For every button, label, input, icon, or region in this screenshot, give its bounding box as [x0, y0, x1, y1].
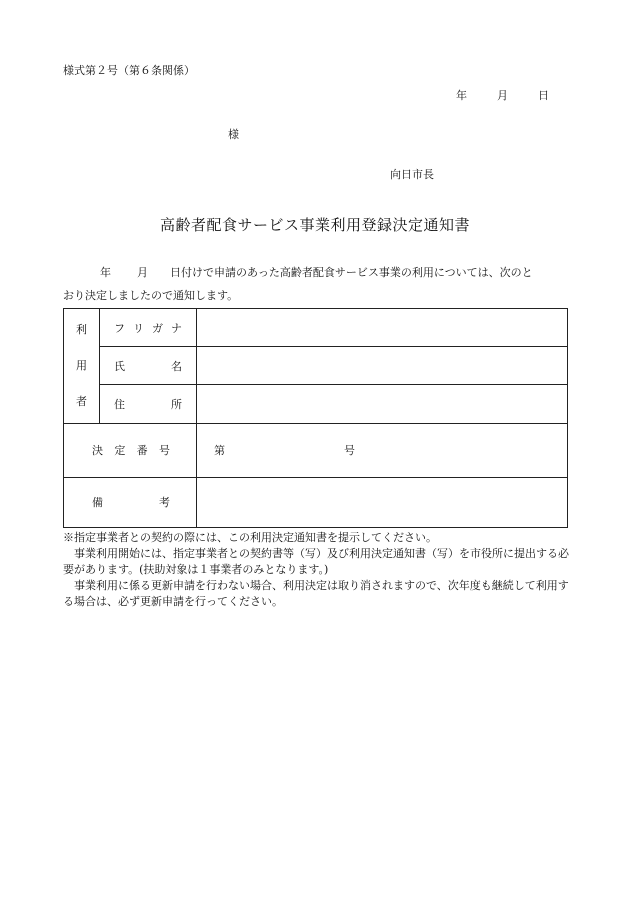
decision-number-field[interactable]: 第 号 [197, 423, 568, 477]
issue-date [456, 87, 549, 103]
note-documents: 事業利用開始には、指定事業者との契約書等（写）及び利用決定通知書（写）を市役所に提出する必要があります。(扶助対象は１事業者のみとなります。) [63, 547, 569, 576]
form-number: 様式第２号（第６条関係） [63, 64, 195, 77]
decision-number-label: 決 定 番 号 [64, 423, 197, 477]
note-renewal: 事業利用に係る更新申請を行わない場合、利用決定は取り消されますので、次年度も継続して利用する場合は、必ず更新申請を行ってください。 [63, 579, 569, 608]
notes [63, 530, 573, 610]
date-day-label: 日 [538, 89, 549, 102]
furigana-field[interactable] [197, 309, 568, 347]
registration-table [63, 308, 568, 528]
intro-line-1 [100, 264, 533, 280]
address-field[interactable] [197, 385, 568, 423]
user-group-label: 利 用 者 [64, 309, 100, 424]
intro-text: 日付けで申請のあった高齢者配食サービス事業の利用については、次のと [170, 266, 533, 279]
date-year-label: 年 [456, 89, 467, 102]
intro-line-2: おり決定しましたので通知します。 [63, 289, 239, 302]
issuer: 向日市長 [390, 168, 434, 181]
address-label: 住 所 [100, 385, 197, 423]
name-label: 氏 名 [100, 347, 197, 385]
intro-year: 年 [100, 266, 111, 279]
addressee-suffix: 様 [228, 128, 239, 141]
intro-month: 月 [137, 266, 148, 279]
document-title: 高齢者配食サービス事業利用登録決定通知書 [159, 216, 470, 234]
name-field[interactable] [197, 347, 568, 385]
remarks-field[interactable] [197, 477, 568, 527]
remarks-label: 備 考 [64, 477, 197, 527]
furigana-label: フ リ ガ ナ [100, 309, 197, 347]
note-contract: ※指定事業者との契約の際には、この利用決定通知書を提示してください。 [63, 531, 437, 544]
date-month-label: 月 [497, 89, 508, 102]
